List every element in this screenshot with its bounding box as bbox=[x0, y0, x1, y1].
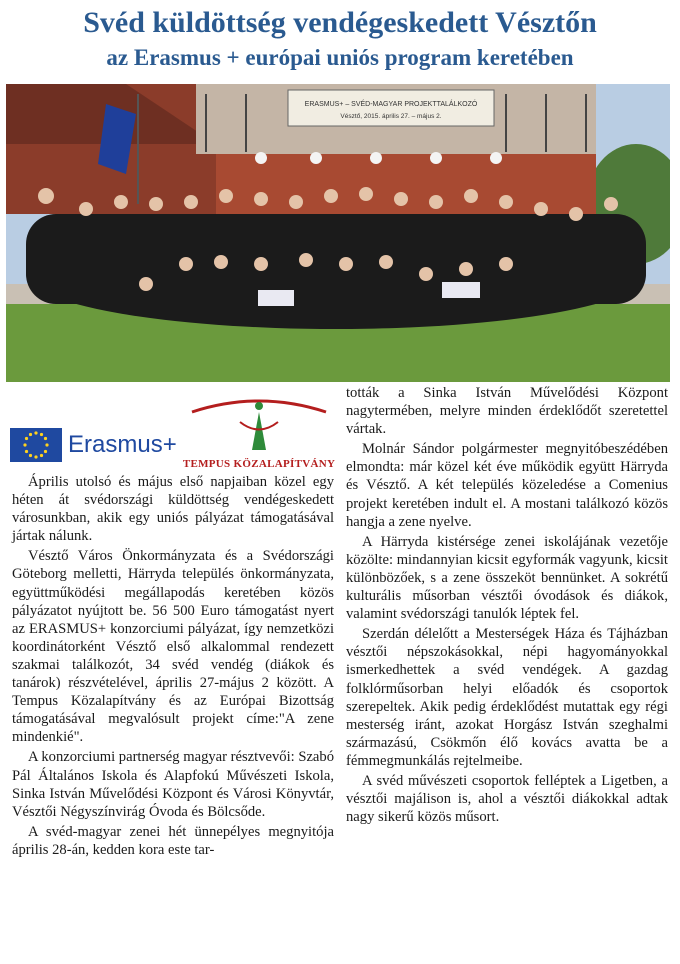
paragraph: A svéd művészeti csoportok felléptek a Ligetben, a vésztői majálison is, ahol a vésztői diákokkal adtak nagy sikerű közös műsort. bbox=[346, 772, 668, 826]
article-headline: Svéd küldöttség vendégeskedett Vésztőn bbox=[83, 6, 597, 39]
paragraph: Molnár Sándor polgármester megnyitóbeszédében elmondta: már közel két éve működik együtt Härryda és Vésztő. A két település közeledése a Comenius projekt keretében indult el. A mostani találkozó közös hangja a zene nyelve. bbox=[346, 441, 668, 530]
article-subheadline: az Erasmus + európai uniós program keretében bbox=[106, 45, 574, 70]
article-column-right bbox=[346, 384, 668, 828]
sponsor-logos bbox=[10, 392, 336, 470]
banner-line-1: ERASMUS+ – SVÉD-MAGYAR PROJEKTTALÁLKOZÓ bbox=[304, 101, 478, 108]
paragraph: A svéd-magyar zenei hét ünnepélyes megnyitója április 28-án, kedden kora este tar- bbox=[12, 823, 334, 858]
erasmus-logo-text: Erasmus+ bbox=[68, 431, 177, 458]
paragraph: A Härryda kistérsége zenei iskolájának vezetője közölte: mindannyian kicsit egyformák vagyunk, kicsit különbözőek, s a zene összeköt bennünket. A sokrétű kulturális műsorban vésztői óvodások és diákok, valamint svédországi tanulók léptek fel. bbox=[346, 533, 668, 623]
paragraph: Április utolsó és május első napjaiban közel egy héten át svédországi küldöttség vendégeskedett városunkban, akik egy uniós pályázat támogatásával jártak nálunk. bbox=[12, 474, 334, 545]
paragraph: A konzorciumi partnerség magyar résztvevői: Szabó Pál Általános Iskola és Alapfokú Művészeti Iskola, Sinka István Művelődési Központ és Városi Könyvtár, Vésztői Négyszínvirág Óvoda és Bölcsőde. bbox=[12, 749, 334, 820]
tempus-logo-text: TEMPUS KÖZALAPÍTVÁNY bbox=[182, 458, 336, 470]
paragraph: Vésztő Város Önkormányzata és a Svédországi Göteborg melletti, Härryda település önkormányzata, együttműködési megállapodás keretében közös pályázatot nyújtott be. 56 500 Euro támogatást nyert az ERASMUS+ konzorciumi pályázat, így nemzetközi koordinátorként Vésztő első alkalommal rendezett szakmai találkozót, 34 svéd vendég (diákok és tanárok) részvételével, április 27-május 2 között. A Tempus Közalapítvány és az Európai Bizottság támogatásával megvalósult projekt címe:"A zene mindenkié". bbox=[12, 548, 334, 746]
banner-line-2: Vésztő, 2015. április 27. – május 2. bbox=[340, 113, 442, 120]
eu-flag-icon bbox=[10, 428, 62, 462]
article-column-left bbox=[12, 473, 334, 861]
group-photo bbox=[6, 84, 670, 382]
tempus-logo bbox=[182, 392, 336, 470]
paragraph: tották a Sinka István Művelődési Központ nagytermében, melyre minden érdeklődőt szeretettel vártak. bbox=[346, 385, 668, 438]
paragraph: Szerdán délelőtt a Mesterségek Háza és Tájházban vésztői népszokásokkal, népi hagyományokkal ismerkedhettek a svéd vendégek. A gazdag folklórműsorban helyi előadók és csoportok szerepeltek. Akik pedig érdeklődést mutattak egy régi mesterség iránt, azokat Horgász István szeghalmi származású, Csökmőn élő kovács avatta be a fémmegmunkálás rejtelmeibe. bbox=[346, 626, 668, 769]
